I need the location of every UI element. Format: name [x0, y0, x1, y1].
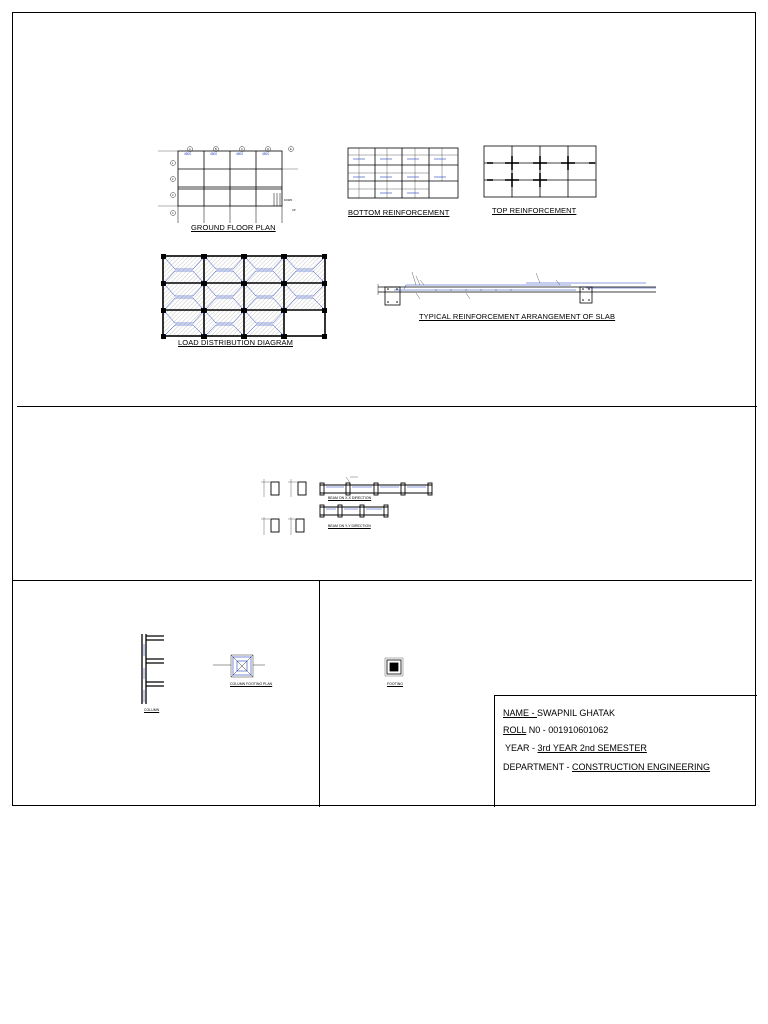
department-line — [503, 762, 710, 772]
ground-floor-plan — [158, 133, 308, 233]
divider-bottom-vertical — [319, 581, 320, 807]
roll-label: ROLL — [503, 725, 527, 735]
load-distribution-title: LOAD DISTRIBUTION DIAGRAM — [178, 338, 294, 347]
grid-letter-b: B — [215, 148, 217, 151]
dim-4: 4500 — [262, 152, 270, 156]
ground-floor-plan-title: GROUND FLOOR PLAN — [191, 223, 276, 232]
year-line — [505, 743, 647, 753]
footing-drawing — [385, 658, 405, 678]
grid-number-2: 2 — [172, 178, 174, 181]
grid-number-3: 3 — [172, 194, 174, 197]
year-label: YEAR - — [505, 743, 538, 753]
typical-slab-title: TYPICAL REINFORCEMENT ARRANGEMENT OF SLAB — [419, 312, 616, 321]
beam-cross-sections — [261, 477, 321, 537]
down-label: DOWN — [284, 199, 293, 202]
bottom-reinforcement-title: BOTTOM REINFORCEMENT — [348, 208, 450, 217]
beam-y-direction — [318, 503, 390, 519]
roll-value: N0 - 001910601062 — [526, 725, 609, 735]
grid-letter-c: C — [241, 148, 243, 151]
beam-x-direction — [318, 475, 434, 497]
title-block — [494, 695, 757, 807]
load-distribution-diagram — [161, 254, 329, 341]
column-title: COLUMN — [144, 708, 160, 712]
top-reinforcement-title: TOP REINFORCEMENT — [492, 206, 577, 215]
grid-letter-a: A — [189, 148, 191, 151]
grid-letter-d: D — [267, 148, 269, 151]
department-label: DEPARTMENT - — [503, 762, 573, 772]
bottom-reinforcement-drawing — [347, 147, 459, 207]
divider-top — [17, 406, 757, 407]
column-footing-title: COLUMN FOOTING PLAN — [230, 682, 273, 686]
grid-number-4: 4 — [172, 212, 174, 215]
dim-3: 4500 — [236, 152, 244, 156]
name-value: SWAPNIL GHATAK — [537, 708, 616, 718]
dim-2: 4500 — [210, 152, 218, 156]
up-label: UP — [292, 209, 296, 212]
column-footing-plan — [213, 649, 273, 685]
dim-1: 4500 — [184, 152, 192, 156]
top-reinforcement-drawing — [483, 145, 598, 205]
divider-middle — [13, 580, 752, 581]
typical-slab-section — [376, 271, 658, 311]
footing-title: FOOTING — [387, 682, 403, 686]
name-line — [503, 708, 615, 718]
grid-number-1: 1 — [172, 162, 174, 165]
department-value: CONSTRUCTION ENGINEERING — [572, 762, 711, 772]
drawing-sheet — [12, 12, 756, 806]
beam-y-title: BEAM ON Y-Y DIRECTION — [328, 524, 371, 528]
grid-letter-e: E — [290, 148, 292, 151]
name-label: NAME - — [503, 708, 538, 718]
beam-x-title: BEAM ON X-X DIRECTION — [328, 496, 372, 500]
column-elevation — [138, 632, 168, 706]
roll-line — [503, 725, 608, 735]
year-value: 3rd YEAR 2nd SEMESTER — [537, 743, 647, 753]
